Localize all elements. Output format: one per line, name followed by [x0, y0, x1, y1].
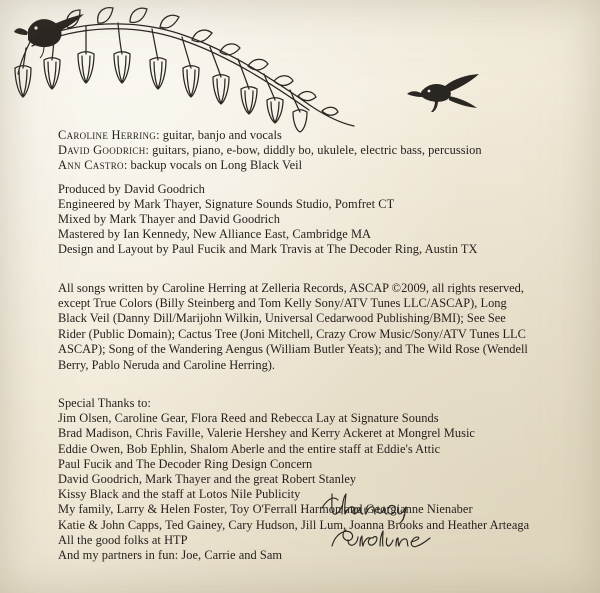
special-thanks-heading: Special Thanks to:: [58, 396, 151, 411]
publishing-paragraph: All songs written by Caroline Herring at Zelleria Records, ASCAP ©2009, all rights reserved, except True Colors (Billy Steinberg and Tom Kelly Sony/ATV Tunes LLC/ASCAP), Long Black Veil (Danny Dill/Marijohn Wilkin, Universal Cedarwood Publishing/BMI); See See Rider (Public Domain); Cactus Tree (Joni Mitchell, Crazy Crow Music/Sony/ATV Tunes LLC ASCAP); Song of the Wandering Aengus (William Butler Yeats); and The Wild Rose (Wendell Berry, Pablo Neruda and Caroline Herring).: [58, 280, 528, 372]
special-thanks-line: All the good folks at HTP: [58, 532, 188, 547]
special-thanks-section: [58, 396, 568, 563]
performer-credit-line: [58, 128, 568, 143]
spacer: [58, 174, 568, 182]
special-thanks-line: Eddie Owen, Bob Ephlin, Shalom Aberle and the entire staff at Eddie's Attic: [58, 441, 441, 456]
special-thanks-line: And my partners in fun: Joe, Carrie and Sam: [58, 548, 283, 563]
production-credit-line: Mastered by Ian Kennedy, New Alliance East, Cambridge MA: [58, 227, 372, 242]
production-credit-line: Produced by David Goodrich: [58, 181, 205, 196]
special-thanks-line: Paul Fucik and The Decoder Ring Design Concern: [58, 456, 313, 471]
production-credit-line: Mixed by Mark Thayer and David Goodrich: [58, 212, 280, 227]
vine-with-bellflowers-and-bird-illustration: [6, 2, 406, 137]
performer-roles: : guitars, piano, e-bow, diddly bo, ukulele, electric bass, percussion: [145, 143, 482, 158]
performer-roles: : backup vocals on Long Black Veil: [123, 158, 303, 173]
spacer: [58, 258, 568, 281]
performer-name: Caroline Herring: [58, 128, 157, 142]
production-credits: [58, 182, 568, 258]
performer-credits: [58, 128, 568, 174]
liner-notes-text: [58, 128, 568, 563]
special-thanks-line: Kissy Black and the staff at Lotos Nile Publicity: [58, 487, 301, 502]
special-thanks-line: Jim Olsen, Caroline Gear, Flora Reed and Rebecca Lay at Signature Sounds: [58, 411, 439, 426]
production-credit-line: Design and Layout by Paul Fucik and Mark Travis at The Decoder Ring, Austin TX: [58, 242, 478, 257]
performer-credit-line: [58, 143, 568, 158]
performer-name: Ann Castro: [58, 158, 124, 173]
flying-hummingbird-illustration: [405, 70, 485, 118]
performer-name: David Goodrich: [58, 143, 146, 158]
perched-bird-illustration: [14, 14, 84, 58]
production-credit-line: Engineered by Mark Thayer, Signature Sounds Studio, Pomfret CT: [58, 196, 395, 211]
special-thanks-line: David Goodrich, Mark Thayer and the great Robert Stanley: [58, 472, 357, 487]
special-thanks-line: Brad Madison, Chris Faville, Valerie Hershey and Kerry Ackeret at Mongrel Music: [58, 426, 475, 441]
special-thanks-line: My family, Larry & Helen Foster, Toy O'Ferrall Harmon and Georgianne Nienaber: [58, 502, 473, 517]
spacer: [58, 373, 568, 396]
special-thanks-line: Katie & John Capps, Ted Gainey, Cary Hudson, Jill Lum, Joanna Brooks and Heather Arteaga: [58, 517, 530, 532]
performer-credit-line: [58, 158, 568, 173]
performer-roles: : guitar, banjo and vocals: [156, 128, 282, 142]
